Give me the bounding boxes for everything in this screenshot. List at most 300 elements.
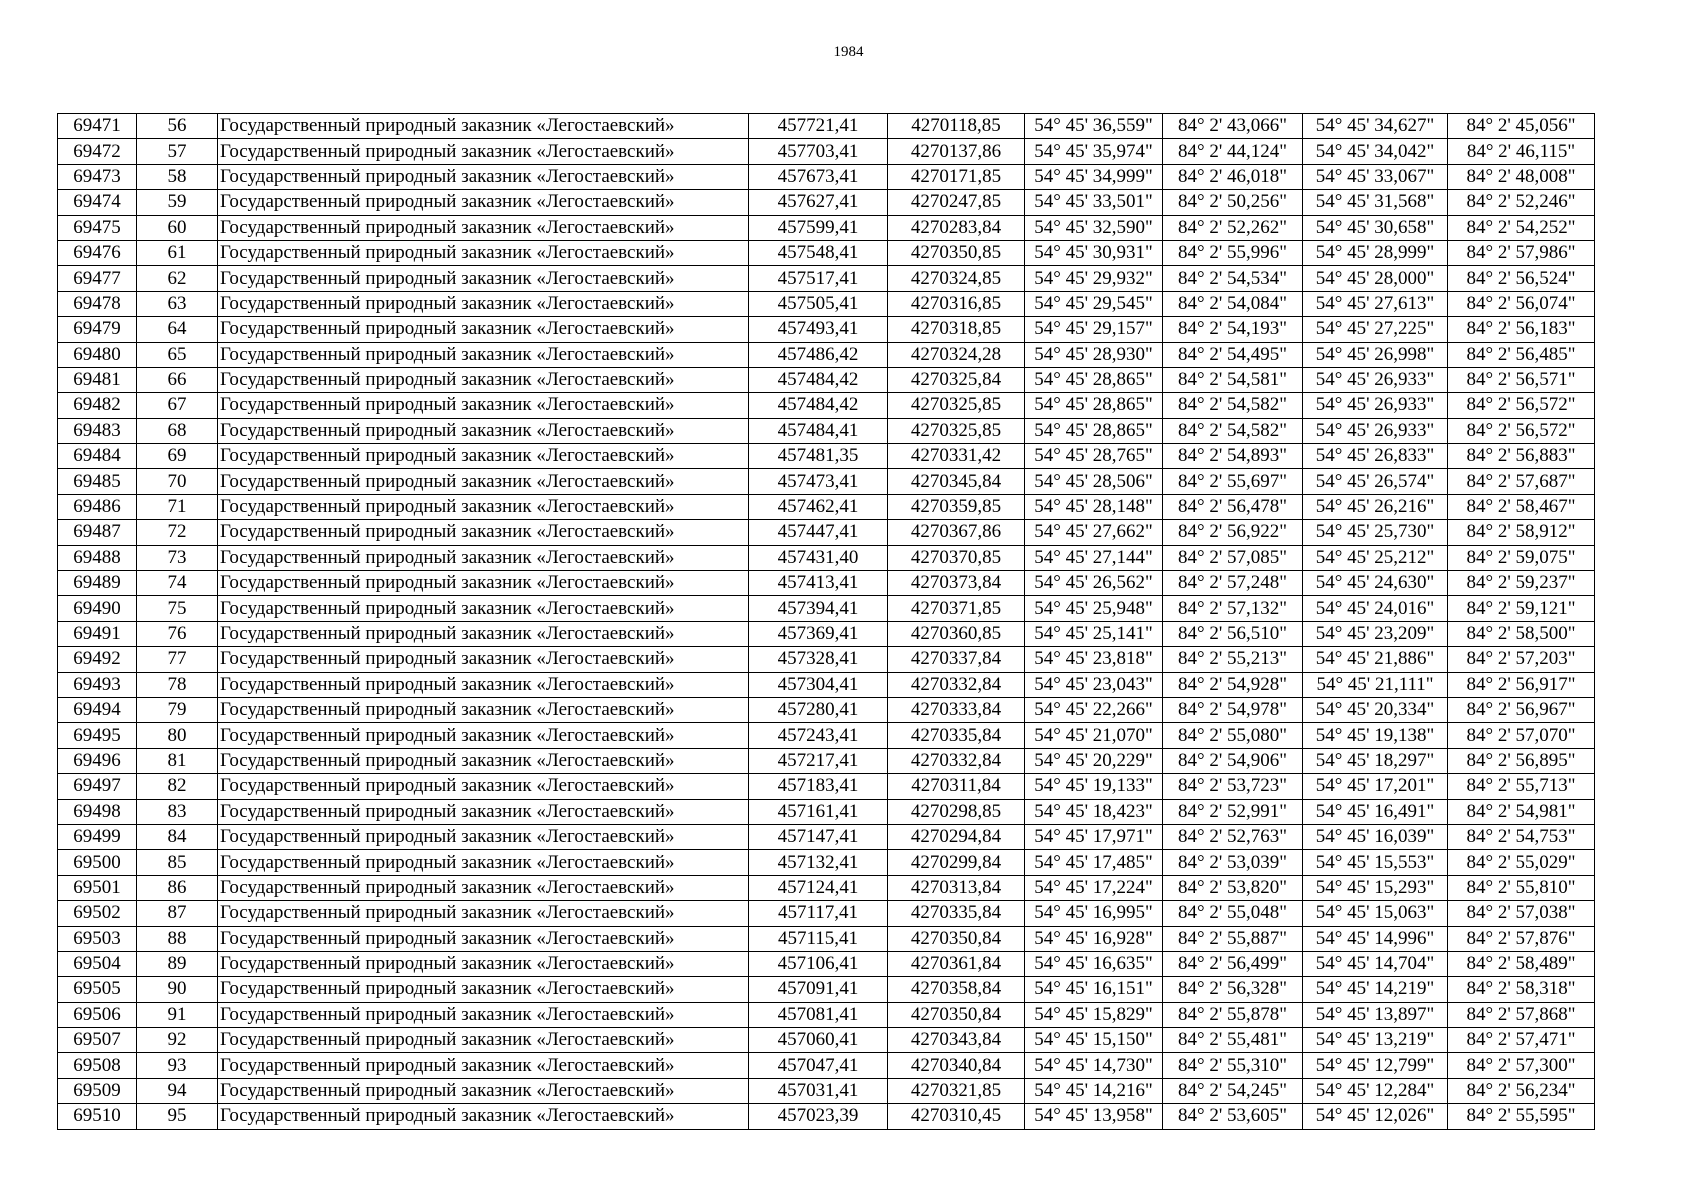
point-number-cell: 93 <box>137 1053 218 1078</box>
x-coordinate-cell: 457517,41 <box>749 266 888 291</box>
point-number-cell: 89 <box>137 951 218 976</box>
y-coordinate-cell: 4270335,84 <box>888 723 1025 748</box>
x-coordinate-cell: 457023,39 <box>749 1104 888 1129</box>
area-name-cell: Государственный природный заказник «Легостаевский» <box>218 342 749 367</box>
point-id-cell: 69509 <box>58 1078 137 1103</box>
longitude-2-cell: 84° 2' 56,571" <box>1448 367 1595 392</box>
latitude-2-cell: 54° 45' 15,293" <box>1303 875 1448 900</box>
latitude-1-cell: 54° 45' 14,730" <box>1025 1053 1163 1078</box>
latitude-1-cell: 54° 45' 33,501" <box>1025 190 1163 215</box>
latitude-1-cell: 54° 45' 28,865" <box>1025 367 1163 392</box>
latitude-1-cell: 54° 45' 29,932" <box>1025 266 1163 291</box>
area-name-cell: Государственный природный заказник «Легостаевский» <box>218 240 749 265</box>
point-id-cell: 69504 <box>58 951 137 976</box>
point-id-cell: 69483 <box>58 418 137 443</box>
latitude-2-cell: 54° 45' 34,042" <box>1303 139 1448 164</box>
longitude-1-cell: 84° 2' 54,582" <box>1163 418 1303 443</box>
y-coordinate-cell: 4270316,85 <box>888 291 1025 316</box>
point-id-cell: 69479 <box>58 317 137 342</box>
longitude-1-cell: 84° 2' 55,481" <box>1163 1028 1303 1053</box>
longitude-1-cell: 84° 2' 57,085" <box>1163 545 1303 570</box>
point-number-cell: 75 <box>137 596 218 621</box>
area-name-cell: Государственный природный заказник «Легостаевский» <box>218 723 749 748</box>
longitude-2-cell: 84° 2' 58,467" <box>1448 494 1595 519</box>
area-name-cell: Государственный природный заказник «Легостаевский» <box>218 139 749 164</box>
coordinates-table <box>57 113 1595 1130</box>
table-row <box>58 875 1595 900</box>
longitude-2-cell: 84° 2' 58,489" <box>1448 951 1595 976</box>
longitude-1-cell: 84° 2' 53,039" <box>1163 850 1303 875</box>
table-row <box>58 799 1595 824</box>
x-coordinate-cell: 457548,41 <box>749 240 888 265</box>
y-coordinate-cell: 4270359,85 <box>888 494 1025 519</box>
x-coordinate-cell: 457106,41 <box>749 951 888 976</box>
longitude-1-cell: 84° 2' 54,978" <box>1163 697 1303 722</box>
latitude-2-cell: 54° 45' 20,334" <box>1303 697 1448 722</box>
longitude-1-cell: 84° 2' 57,132" <box>1163 596 1303 621</box>
point-number-cell: 72 <box>137 520 218 545</box>
longitude-1-cell: 84° 2' 53,723" <box>1163 774 1303 799</box>
longitude-2-cell: 84° 2' 55,713" <box>1448 774 1595 799</box>
point-id-cell: 69482 <box>58 393 137 418</box>
page-number: 1984 <box>833 44 864 60</box>
point-id-cell: 69493 <box>58 672 137 697</box>
area-name-cell: Государственный природный заказник «Легостаевский» <box>218 621 749 646</box>
x-coordinate-cell: 457147,41 <box>749 824 888 849</box>
point-id-cell: 69508 <box>58 1053 137 1078</box>
x-coordinate-cell: 457673,41 <box>749 164 888 189</box>
longitude-2-cell: 84° 2' 57,876" <box>1448 926 1595 951</box>
longitude-2-cell: 84° 2' 56,234" <box>1448 1078 1595 1103</box>
table-row <box>58 266 1595 291</box>
point-id-cell: 69484 <box>58 444 137 469</box>
y-coordinate-cell: 4270371,85 <box>888 596 1025 621</box>
longitude-2-cell: 84° 2' 56,183" <box>1448 317 1595 342</box>
latitude-2-cell: 54° 45' 27,613" <box>1303 291 1448 316</box>
point-number-cell: 71 <box>137 494 218 519</box>
point-number-cell: 78 <box>137 672 218 697</box>
y-coordinate-cell: 4270361,84 <box>888 951 1025 976</box>
longitude-2-cell: 84° 2' 59,237" <box>1448 571 1595 596</box>
longitude-2-cell: 84° 2' 58,318" <box>1448 977 1595 1002</box>
point-number-cell: 83 <box>137 799 218 824</box>
longitude-2-cell: 84° 2' 56,485" <box>1448 342 1595 367</box>
latitude-1-cell: 54° 45' 28,930" <box>1025 342 1163 367</box>
x-coordinate-cell: 457703,41 <box>749 139 888 164</box>
table-row <box>58 520 1595 545</box>
y-coordinate-cell: 4270324,85 <box>888 266 1025 291</box>
y-coordinate-cell: 4270333,84 <box>888 697 1025 722</box>
longitude-1-cell: 84° 2' 44,124" <box>1163 139 1303 164</box>
latitude-1-cell: 54° 45' 20,229" <box>1025 748 1163 773</box>
longitude-1-cell: 84° 2' 52,763" <box>1163 824 1303 849</box>
table-row <box>58 1104 1595 1129</box>
point-number-cell: 92 <box>137 1028 218 1053</box>
latitude-2-cell: 54° 45' 12,284" <box>1303 1078 1448 1103</box>
point-number-cell: 68 <box>137 418 218 443</box>
point-number-cell: 58 <box>137 164 218 189</box>
point-number-cell: 76 <box>137 621 218 646</box>
y-coordinate-cell: 4270367,86 <box>888 520 1025 545</box>
point-number-cell: 69 <box>137 444 218 469</box>
point-number-cell: 82 <box>137 774 218 799</box>
longitude-2-cell: 84° 2' 56,895" <box>1448 748 1595 773</box>
table-row <box>58 139 1595 164</box>
longitude-2-cell: 84° 2' 48,008" <box>1448 164 1595 189</box>
latitude-2-cell: 54° 45' 16,491" <box>1303 799 1448 824</box>
latitude-2-cell: 54° 45' 14,996" <box>1303 926 1448 951</box>
x-coordinate-cell: 457505,41 <box>749 291 888 316</box>
latitude-2-cell: 54° 45' 21,111" <box>1303 672 1448 697</box>
point-id-cell: 69498 <box>58 799 137 824</box>
area-name-cell: Государственный природный заказник «Легостаевский» <box>218 266 749 291</box>
latitude-1-cell: 54° 45' 19,133" <box>1025 774 1163 799</box>
table-row <box>58 367 1595 392</box>
area-name-cell: Государственный природный заказник «Легостаевский» <box>218 672 749 697</box>
y-coordinate-cell: 4270325,85 <box>888 418 1025 443</box>
y-coordinate-cell: 4270373,84 <box>888 571 1025 596</box>
table-row <box>58 317 1595 342</box>
x-coordinate-cell: 457486,42 <box>749 342 888 367</box>
point-id-cell: 69474 <box>58 190 137 215</box>
table-row <box>58 824 1595 849</box>
latitude-1-cell: 54° 45' 16,928" <box>1025 926 1163 951</box>
longitude-1-cell: 84° 2' 56,478" <box>1163 494 1303 519</box>
latitude-1-cell: 54° 45' 17,971" <box>1025 824 1163 849</box>
longitude-2-cell: 84° 2' 56,524" <box>1448 266 1595 291</box>
area-name-cell: Государственный природный заказник «Легостаевский» <box>218 418 749 443</box>
table-row <box>58 342 1595 367</box>
longitude-1-cell: 84° 2' 54,906" <box>1163 748 1303 773</box>
area-name-cell: Государственный природный заказник «Легостаевский» <box>218 901 749 926</box>
x-coordinate-cell: 457484,42 <box>749 367 888 392</box>
table-row <box>58 1002 1595 1027</box>
table-row <box>58 697 1595 722</box>
x-coordinate-cell: 457599,41 <box>749 215 888 240</box>
point-number-cell: 95 <box>137 1104 218 1129</box>
x-coordinate-cell: 457473,41 <box>749 469 888 494</box>
latitude-1-cell: 54° 45' 15,829" <box>1025 1002 1163 1027</box>
table-row <box>58 114 1595 139</box>
latitude-2-cell: 54° 45' 15,063" <box>1303 901 1448 926</box>
area-name-cell: Государственный природный заказник «Легостаевский» <box>218 748 749 773</box>
latitude-1-cell: 54° 45' 27,144" <box>1025 545 1163 570</box>
latitude-2-cell: 54° 45' 26,933" <box>1303 418 1448 443</box>
table-row <box>58 672 1595 697</box>
point-id-cell: 69481 <box>58 367 137 392</box>
point-number-cell: 90 <box>137 977 218 1002</box>
point-number-cell: 60 <box>137 215 218 240</box>
x-coordinate-cell: 457328,41 <box>749 647 888 672</box>
x-coordinate-cell: 457413,41 <box>749 571 888 596</box>
longitude-2-cell: 84° 2' 58,912" <box>1448 520 1595 545</box>
y-coordinate-cell: 4270137,86 <box>888 139 1025 164</box>
point-id-cell: 69501 <box>58 875 137 900</box>
area-name-cell: Государственный природный заказник «Легостаевский» <box>218 977 749 1002</box>
table-row <box>58 190 1595 215</box>
table-row <box>58 596 1595 621</box>
x-coordinate-cell: 457394,41 <box>749 596 888 621</box>
longitude-1-cell: 84° 2' 55,697" <box>1163 469 1303 494</box>
area-name-cell: Государственный природный заказник «Легостаевский» <box>218 545 749 570</box>
area-name-cell: Государственный природный заказник «Легостаевский» <box>218 850 749 875</box>
latitude-2-cell: 54° 45' 13,897" <box>1303 1002 1448 1027</box>
table-row <box>58 748 1595 773</box>
longitude-1-cell: 84° 2' 56,510" <box>1163 621 1303 646</box>
x-coordinate-cell: 457217,41 <box>749 748 888 773</box>
longitude-1-cell: 84° 2' 50,256" <box>1163 190 1303 215</box>
point-number-cell: 57 <box>137 139 218 164</box>
longitude-1-cell: 84° 2' 55,887" <box>1163 926 1303 951</box>
latitude-1-cell: 54° 45' 15,150" <box>1025 1028 1163 1053</box>
longitude-2-cell: 84° 2' 56,967" <box>1448 697 1595 722</box>
table-row <box>58 1078 1595 1103</box>
longitude-1-cell: 84° 2' 55,996" <box>1163 240 1303 265</box>
y-coordinate-cell: 4270350,84 <box>888 926 1025 951</box>
area-name-cell: Государственный природный заказник «Легостаевский» <box>218 367 749 392</box>
longitude-1-cell: 84° 2' 55,310" <box>1163 1053 1303 1078</box>
area-name-cell: Государственный природный заказник «Легостаевский» <box>218 215 749 240</box>
point-id-cell: 69495 <box>58 723 137 748</box>
point-number-cell: 61 <box>137 240 218 265</box>
longitude-1-cell: 84° 2' 54,581" <box>1163 367 1303 392</box>
x-coordinate-cell: 457721,41 <box>749 114 888 139</box>
y-coordinate-cell: 4270345,84 <box>888 469 1025 494</box>
latitude-1-cell: 54° 45' 30,931" <box>1025 240 1163 265</box>
x-coordinate-cell: 457431,40 <box>749 545 888 570</box>
y-coordinate-cell: 4270343,84 <box>888 1028 1025 1053</box>
area-name-cell: Государственный природный заказник «Легостаевский» <box>218 596 749 621</box>
latitude-1-cell: 54° 45' 36,559" <box>1025 114 1163 139</box>
latitude-1-cell: 54° 45' 21,070" <box>1025 723 1163 748</box>
x-coordinate-cell: 457447,41 <box>749 520 888 545</box>
y-coordinate-cell: 4270350,85 <box>888 240 1025 265</box>
area-name-cell: Государственный природный заказник «Легостаевский» <box>218 164 749 189</box>
point-number-cell: 59 <box>137 190 218 215</box>
point-id-cell: 69487 <box>58 520 137 545</box>
longitude-1-cell: 84° 2' 54,582" <box>1163 393 1303 418</box>
longitude-2-cell: 84° 2' 57,687" <box>1448 469 1595 494</box>
point-number-cell: 63 <box>137 291 218 316</box>
point-id-cell: 69506 <box>58 1002 137 1027</box>
latitude-2-cell: 54° 45' 14,704" <box>1303 951 1448 976</box>
latitude-1-cell: 54° 45' 17,224" <box>1025 875 1163 900</box>
longitude-2-cell: 84° 2' 55,029" <box>1448 850 1595 875</box>
point-number-cell: 87 <box>137 901 218 926</box>
latitude-1-cell: 54° 45' 26,562" <box>1025 571 1163 596</box>
latitude-1-cell: 54° 45' 32,590" <box>1025 215 1163 240</box>
longitude-2-cell: 84° 2' 56,572" <box>1448 418 1595 443</box>
y-coordinate-cell: 4270331,42 <box>888 444 1025 469</box>
area-name-cell: Государственный природный заказник «Легостаевский» <box>218 824 749 849</box>
point-id-cell: 69491 <box>58 621 137 646</box>
area-name-cell: Государственный природный заказник «Легостаевский» <box>218 393 749 418</box>
latitude-2-cell: 54° 45' 17,201" <box>1303 774 1448 799</box>
latitude-1-cell: 54° 45' 29,545" <box>1025 291 1163 316</box>
area-name-cell: Государственный природный заказник «Легостаевский» <box>218 926 749 951</box>
latitude-1-cell: 54° 45' 22,266" <box>1025 697 1163 722</box>
x-coordinate-cell: 457091,41 <box>749 977 888 1002</box>
latitude-2-cell: 54° 45' 26,216" <box>1303 494 1448 519</box>
longitude-1-cell: 84° 2' 55,213" <box>1163 647 1303 672</box>
x-coordinate-cell: 457493,41 <box>749 317 888 342</box>
point-id-cell: 69500 <box>58 850 137 875</box>
x-coordinate-cell: 457124,41 <box>749 875 888 900</box>
y-coordinate-cell: 4270340,84 <box>888 1053 1025 1078</box>
latitude-2-cell: 54° 45' 25,730" <box>1303 520 1448 545</box>
x-coordinate-cell: 457627,41 <box>749 190 888 215</box>
point-id-cell: 69473 <box>58 164 137 189</box>
point-id-cell: 69485 <box>58 469 137 494</box>
point-id-cell: 69476 <box>58 240 137 265</box>
y-coordinate-cell: 4270321,85 <box>888 1078 1025 1103</box>
latitude-1-cell: 54° 45' 23,818" <box>1025 647 1163 672</box>
longitude-1-cell: 84° 2' 54,245" <box>1163 1078 1303 1103</box>
longitude-2-cell: 84° 2' 52,246" <box>1448 190 1595 215</box>
area-name-cell: Государственный природный заказник «Легостаевский» <box>218 1078 749 1103</box>
y-coordinate-cell: 4270294,84 <box>888 824 1025 849</box>
area-name-cell: Государственный природный заказник «Легостаевский» <box>218 444 749 469</box>
y-coordinate-cell: 4270318,85 <box>888 317 1025 342</box>
latitude-1-cell: 54° 45' 28,765" <box>1025 444 1163 469</box>
x-coordinate-cell: 457280,41 <box>749 697 888 722</box>
longitude-2-cell: 84° 2' 55,810" <box>1448 875 1595 900</box>
point-number-cell: 91 <box>137 1002 218 1027</box>
x-coordinate-cell: 457369,41 <box>749 621 888 646</box>
latitude-2-cell: 54° 45' 26,933" <box>1303 367 1448 392</box>
latitude-1-cell: 54° 45' 28,865" <box>1025 418 1163 443</box>
longitude-1-cell: 84° 2' 54,928" <box>1163 672 1303 697</box>
longitude-2-cell: 84° 2' 55,595" <box>1448 1104 1595 1129</box>
latitude-1-cell: 54° 45' 34,999" <box>1025 164 1163 189</box>
latitude-2-cell: 54° 45' 19,138" <box>1303 723 1448 748</box>
longitude-2-cell: 84° 2' 54,252" <box>1448 215 1595 240</box>
y-coordinate-cell: 4270332,84 <box>888 748 1025 773</box>
latitude-2-cell: 54° 45' 28,000" <box>1303 266 1448 291</box>
latitude-2-cell: 54° 45' 15,553" <box>1303 850 1448 875</box>
y-coordinate-cell: 4270118,85 <box>888 114 1025 139</box>
latitude-2-cell: 54° 45' 23,209" <box>1303 621 1448 646</box>
table-row <box>58 291 1595 316</box>
table-row <box>58 545 1595 570</box>
longitude-2-cell: 84° 2' 57,038" <box>1448 901 1595 926</box>
latitude-2-cell: 54° 45' 28,999" <box>1303 240 1448 265</box>
table-row <box>58 418 1595 443</box>
point-number-cell: 77 <box>137 647 218 672</box>
x-coordinate-cell: 457304,41 <box>749 672 888 697</box>
area-name-cell: Государственный природный заказник «Легостаевский» <box>218 1002 749 1027</box>
longitude-1-cell: 84° 2' 55,878" <box>1163 1002 1303 1027</box>
longitude-1-cell: 84° 2' 53,605" <box>1163 1104 1303 1129</box>
point-id-cell: 69471 <box>58 114 137 139</box>
area-name-cell: Государственный природный заказник «Легостаевский» <box>218 1053 749 1078</box>
latitude-1-cell: 54° 45' 25,141" <box>1025 621 1163 646</box>
longitude-1-cell: 84° 2' 56,328" <box>1163 977 1303 1002</box>
x-coordinate-cell: 457243,41 <box>749 723 888 748</box>
area-name-cell: Государственный природный заказник «Легостаевский» <box>218 951 749 976</box>
table-body <box>58 114 1595 1130</box>
latitude-2-cell: 54° 45' 12,799" <box>1303 1053 1448 1078</box>
latitude-1-cell: 54° 45' 25,948" <box>1025 596 1163 621</box>
latitude-2-cell: 54° 45' 34,627" <box>1303 114 1448 139</box>
point-number-cell: 88 <box>137 926 218 951</box>
table-row <box>58 901 1595 926</box>
longitude-2-cell: 84° 2' 57,300" <box>1448 1053 1595 1078</box>
latitude-1-cell: 54° 45' 16,635" <box>1025 951 1163 976</box>
latitude-2-cell: 54° 45' 26,833" <box>1303 444 1448 469</box>
x-coordinate-cell: 457132,41 <box>749 850 888 875</box>
point-number-cell: 79 <box>137 697 218 722</box>
latitude-2-cell: 54° 45' 31,568" <box>1303 190 1448 215</box>
area-name-cell: Государственный природный заказник «Легостаевский» <box>218 469 749 494</box>
latitude-1-cell: 54° 45' 18,423" <box>1025 799 1163 824</box>
x-coordinate-cell: 457060,41 <box>749 1028 888 1053</box>
area-name-cell: Государственный природный заказник «Легостаевский» <box>218 190 749 215</box>
longitude-1-cell: 84° 2' 54,495" <box>1163 342 1303 367</box>
y-coordinate-cell: 4270171,85 <box>888 164 1025 189</box>
area-name-cell: Государственный природный заказник «Легостаевский» <box>218 571 749 596</box>
point-number-cell: 65 <box>137 342 218 367</box>
y-coordinate-cell: 4270337,84 <box>888 647 1025 672</box>
y-coordinate-cell: 4270360,85 <box>888 621 1025 646</box>
latitude-1-cell: 54° 45' 14,216" <box>1025 1078 1163 1103</box>
longitude-1-cell: 84° 2' 46,018" <box>1163 164 1303 189</box>
area-name-cell: Государственный природный заказник «Легостаевский» <box>218 317 749 342</box>
table-row <box>58 240 1595 265</box>
latitude-1-cell: 54° 45' 16,995" <box>1025 901 1163 926</box>
point-id-cell: 69499 <box>58 824 137 849</box>
y-coordinate-cell: 4270325,84 <box>888 367 1025 392</box>
x-coordinate-cell: 457161,41 <box>749 799 888 824</box>
longitude-2-cell: 84° 2' 58,500" <box>1448 621 1595 646</box>
latitude-2-cell: 54° 45' 30,658" <box>1303 215 1448 240</box>
point-id-cell: 69505 <box>58 977 137 1002</box>
point-id-cell: 69496 <box>58 748 137 773</box>
y-coordinate-cell: 4270335,84 <box>888 901 1025 926</box>
longitude-2-cell: 84° 2' 57,986" <box>1448 240 1595 265</box>
point-id-cell: 69475 <box>58 215 137 240</box>
y-coordinate-cell: 4270358,84 <box>888 977 1025 1002</box>
point-id-cell: 69488 <box>58 545 137 570</box>
area-name-cell: Государственный природный заказник «Легостаевский» <box>218 494 749 519</box>
point-number-cell: 56 <box>137 114 218 139</box>
longitude-1-cell: 84° 2' 55,048" <box>1163 901 1303 926</box>
point-id-cell: 69472 <box>58 139 137 164</box>
latitude-2-cell: 54° 45' 26,574" <box>1303 469 1448 494</box>
y-coordinate-cell: 4270350,84 <box>888 1002 1025 1027</box>
point-id-cell: 69489 <box>58 571 137 596</box>
longitude-1-cell: 84° 2' 57,248" <box>1163 571 1303 596</box>
latitude-1-cell: 54° 45' 27,662" <box>1025 520 1163 545</box>
table-row <box>58 393 1595 418</box>
latitude-2-cell: 54° 45' 24,630" <box>1303 571 1448 596</box>
y-coordinate-cell: 4270310,45 <box>888 1104 1025 1129</box>
longitude-1-cell: 84° 2' 54,534" <box>1163 266 1303 291</box>
point-id-cell: 69494 <box>58 697 137 722</box>
latitude-1-cell: 54° 45' 17,485" <box>1025 850 1163 875</box>
longitude-2-cell: 84° 2' 59,121" <box>1448 596 1595 621</box>
table-row <box>58 494 1595 519</box>
longitude-1-cell: 84° 2' 56,922" <box>1163 520 1303 545</box>
point-number-cell: 67 <box>137 393 218 418</box>
point-id-cell: 69492 <box>58 647 137 672</box>
longitude-2-cell: 84° 2' 57,203" <box>1448 647 1595 672</box>
longitude-1-cell: 84° 2' 54,084" <box>1163 291 1303 316</box>
longitude-1-cell: 84° 2' 53,820" <box>1163 875 1303 900</box>
longitude-1-cell: 84° 2' 52,262" <box>1163 215 1303 240</box>
table-row <box>58 977 1595 1002</box>
point-number-cell: 84 <box>137 824 218 849</box>
